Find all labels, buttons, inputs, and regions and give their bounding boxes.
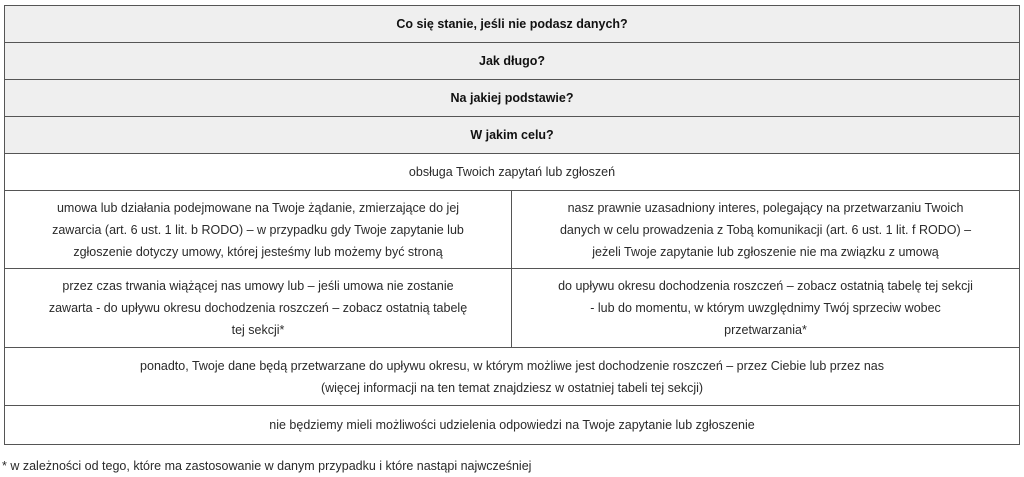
period-interest-cell (512, 269, 1020, 348)
additional-period-row (5, 348, 1020, 406)
header-purpose: W jakim celu? (5, 117, 1020, 154)
period-interest-line: przetwarzania* (724, 323, 807, 337)
header-row-no-data (5, 6, 1020, 43)
data-processing-table (4, 5, 1020, 445)
header-no-data: Co się stanie, jeśli nie podasz danych? (5, 6, 1020, 43)
header-row-purpose (5, 117, 1020, 154)
basis-contract-cell (5, 191, 512, 269)
additional-period-cell (5, 348, 1020, 406)
basis-interest-line: nasz prawnie uzasadniony interes, polegający na przetwarzaniu Twoich (567, 200, 964, 215)
basis-contract-line: zgłoszenie dotyczy umowy, której jesteśmy lub możemy być stroną (73, 244, 443, 259)
header-row-how-long (5, 43, 1020, 80)
header-row-basis (5, 80, 1020, 117)
period-interest-line: do upływu okresu dochodzenia roszczeń – zobacz ostatnią tabelę tej sekcji (558, 279, 973, 293)
basis-row (5, 191, 1020, 269)
period-row (5, 269, 1020, 348)
basis-interest-cell (512, 191, 1020, 269)
purpose-row (5, 154, 1020, 191)
basis-interest-line: jeżeli Twoje zapytanie lub zgłoszenie nie ma związku z umową (592, 244, 939, 259)
header-basis: Na jakiej podstawie? (5, 80, 1020, 117)
footnote: * w zależności od tego, które ma zastosowanie w danym przypadku i które nastąpi najwcześniej (2, 459, 532, 473)
basis-contract-line: umowa lub działania podejmowane na Twoje żądanie, zmierzające do jej (56, 200, 460, 215)
additional-period-line: (więcej informacji na ten temat znajdziesz w ostatniej tabeli tej sekcji) (320, 380, 704, 395)
no-data-answer-row (5, 406, 1020, 445)
period-contract-line: przez czas trwania wiążącej nas umowy lub – jeśli umowa nie zostanie (62, 279, 454, 293)
basis-contract-line: zawarcia (art. 6 ust. 1 lit. b RODO) – w przypadku gdy Twoje zapytanie lub (52, 222, 464, 237)
purpose-cell: obsługa Twoich zapytań lub zgłoszeń (5, 154, 1020, 191)
period-contract-line: tej sekcji* (231, 323, 285, 337)
period-contract-cell (5, 269, 512, 348)
basis-interest-line: danych w celu prowadzenia z Tobą komunikacji (art. 6 ust. 1 lit. f RODO) – (559, 222, 972, 237)
additional-period-line: ponadto, Twoje dane będą przetwarzane do upływu okresu, w którym możliwe jest dochodzenie roszczeń – przez Ciebie lub przez nas (140, 358, 884, 373)
period-interest-line: - lub do momentu, w którym uwzględnimy Twój sprzeciw wobec (590, 301, 941, 315)
no-data-answer-cell: nie będziemy mieli możliwości udzielenia odpowiedzi na Twoje zapytanie lub zgłoszenie (5, 406, 1020, 445)
header-how-long: Jak długo? (5, 43, 1020, 80)
period-contract-line: zawarta - do upływu okresu dochodzenia roszczeń – zobacz ostatnią tabelę (48, 301, 468, 315)
